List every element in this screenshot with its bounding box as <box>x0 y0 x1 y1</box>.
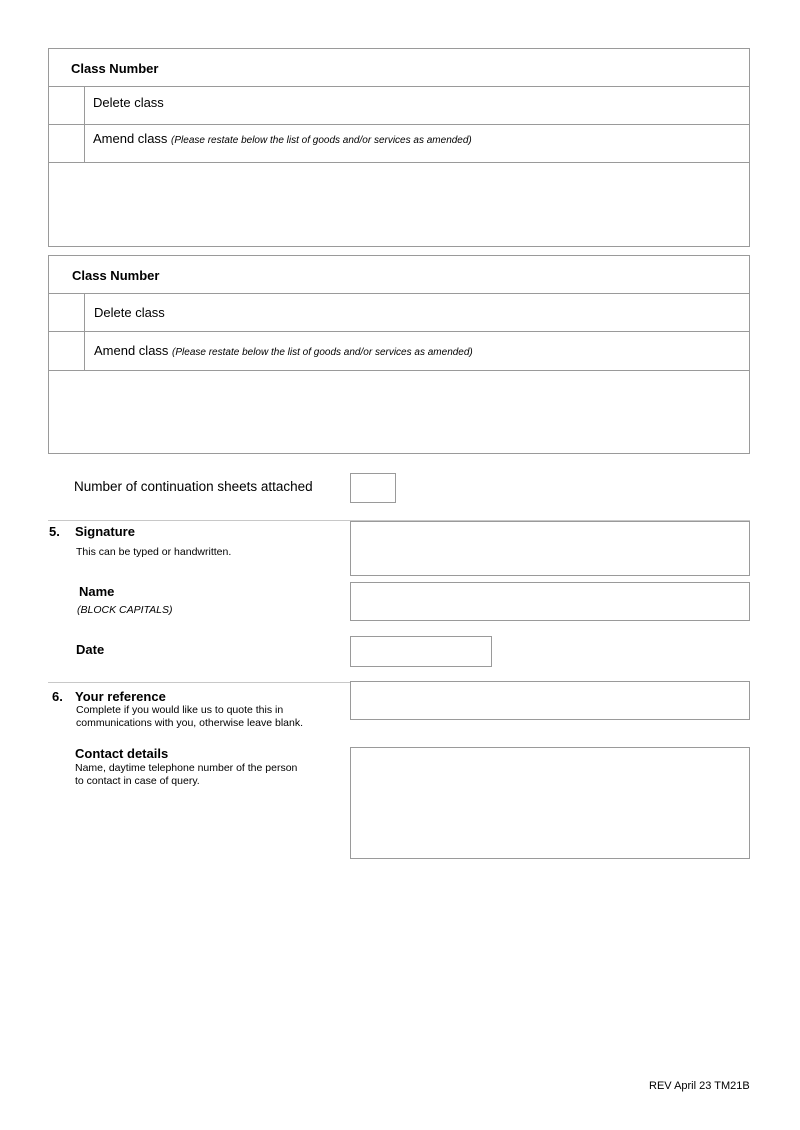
name-label: Name <box>79 584 115 599</box>
date-input[interactable] <box>350 636 492 667</box>
signature-hint: This can be typed or handwritten. <box>76 546 232 558</box>
amend-class-label: Amend class <box>93 131 168 146</box>
contact-details-desc-2: to contact in case of query. <box>75 775 200 787</box>
section-6-number: 6. <box>52 689 63 704</box>
contact-details-title: Contact details <box>75 746 169 761</box>
continuation-sheets-input[interactable] <box>350 473 396 503</box>
delete-class-checkbox[interactable] <box>49 294 84 331</box>
name-input[interactable] <box>350 582 750 621</box>
section-5-number: 5. <box>49 524 60 539</box>
signature-title: Signature <box>75 524 135 539</box>
divider <box>48 86 750 87</box>
goods-services-textarea[interactable] <box>49 163 749 246</box>
contact-details-input[interactable] <box>350 747 750 859</box>
name-hint: (BLOCK CAPITALS) <box>77 604 173 616</box>
checkbox-column-divider <box>84 293 85 370</box>
your-reference-desc-2: communications with you, otherwise leave blank. <box>76 717 304 729</box>
date-label: Date <box>76 642 105 657</box>
signature-input[interactable] <box>350 521 750 576</box>
continuation-sheets-label: Number of continuation sheets attached <box>74 479 313 494</box>
class-number-label: Class Number <box>72 268 160 283</box>
form-revision-footer: REV April 23 TM21B <box>649 1080 750 1092</box>
your-reference-desc-1: Complete if you would like us to quote this in <box>76 704 284 716</box>
delete-class-checkbox[interactable] <box>49 87 84 124</box>
amend-class-row <box>93 131 472 146</box>
delete-class-label: Delete class <box>93 95 164 110</box>
your-reference-title: Your reference <box>75 689 166 704</box>
amend-class-label: Amend class <box>94 343 169 358</box>
contact-details-desc-1: Name, daytime telephone number of the person <box>75 762 298 774</box>
amend-class-row <box>94 343 473 358</box>
amend-class-checkbox[interactable] <box>49 125 84 162</box>
divider <box>48 124 750 125</box>
amend-class-checkbox[interactable] <box>49 332 84 370</box>
your-reference-input[interactable] <box>350 681 750 720</box>
divider <box>48 293 750 294</box>
goods-services-textarea[interactable] <box>49 371 749 453</box>
divider <box>48 331 750 332</box>
checkbox-column-divider <box>84 86 85 162</box>
amend-class-note: (Please restate below the list of goods and/or services as amended) <box>172 347 473 358</box>
amend-class-note: (Please restate below the list of goods and/or services as amended) <box>171 135 472 146</box>
delete-class-label: Delete class <box>94 305 165 320</box>
class-number-label: Class Number <box>71 61 159 76</box>
